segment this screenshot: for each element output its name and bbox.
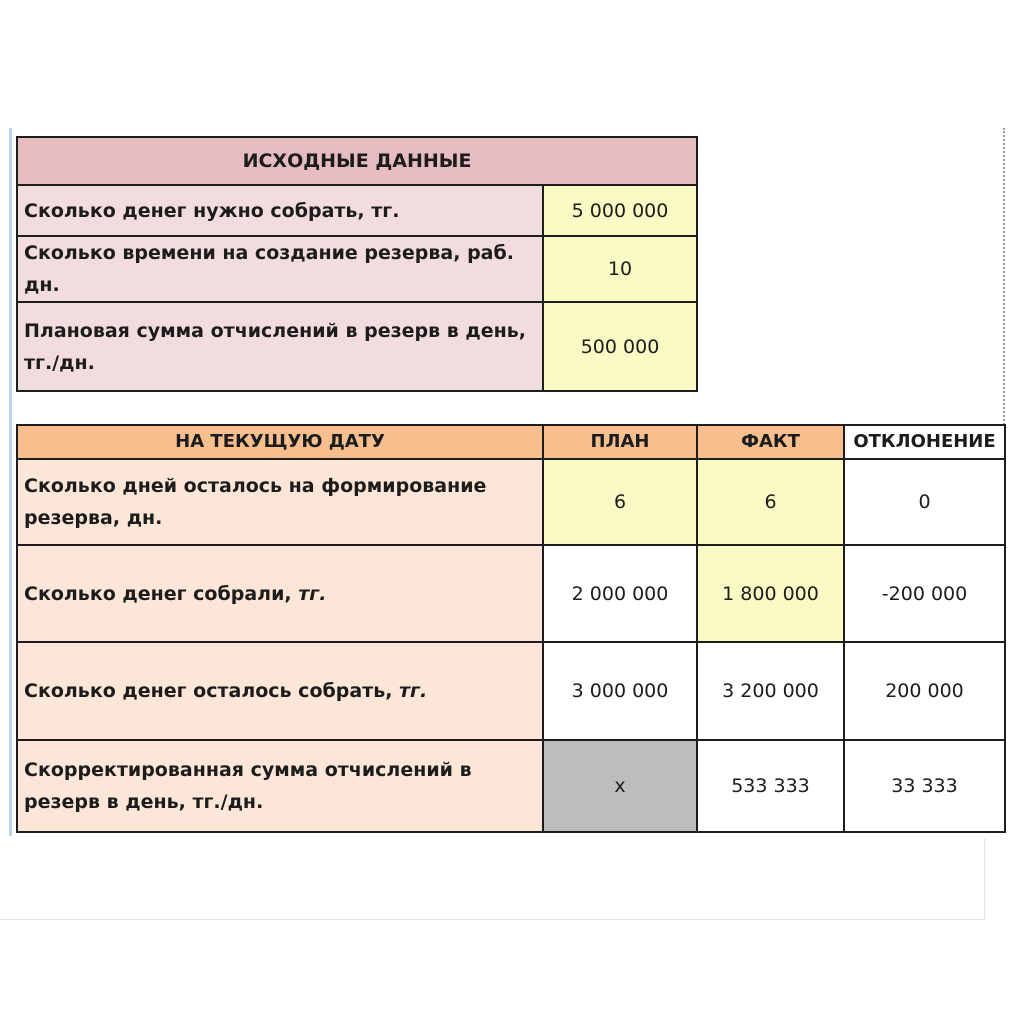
source-table-title: ИСХОДНЫЕ ДАННЫЕ [17,137,697,185]
row-value[interactable]: 10 [543,236,697,302]
row-label: Сколько денег нужно собрать, тг. [17,185,543,236]
row-label: Сколько времени на создание резерва, раб. дн. [17,236,543,302]
deviation-cell: 0 [844,459,1005,545]
table-row [17,642,1005,740]
header-plan: ПЛАН [543,425,697,459]
deviation-cell: -200 000 [844,545,1005,642]
plan-cell: 3 000 000 [543,642,697,740]
row-label-text: Сколько денег осталось собрать, [24,680,400,702]
row-label [17,740,543,832]
plan-cell: 2 000 000 [543,545,697,642]
header-fact: ФАКТ [697,425,844,459]
plan-cell-na: х [543,740,697,832]
table-row [17,740,1005,832]
source-header-row [17,137,697,185]
row-label: Плановая сумма отчислений в резерв в день, тг./дн. [17,302,543,391]
fact-cell: 533 333 [697,740,844,832]
table-row [17,236,697,302]
fact-cell: 3 200 000 [697,642,844,740]
fact-cell[interactable]: 1 800 000 [697,545,844,642]
right-frame-dotted-line [1003,128,1005,428]
current-date-table [16,424,1006,833]
deviation-cell: 33 333 [844,740,1005,832]
fact-cell[interactable]: 6 [697,459,844,545]
table-row [17,302,697,391]
row-value[interactable]: 5 000 000 [543,185,697,236]
row-value[interactable]: 500 000 [543,302,697,391]
bottom-right-frame-line [984,838,985,920]
plan-cell[interactable]: 6 [543,459,697,545]
bottom-frame-line [0,919,985,920]
table-row [17,545,1005,642]
deviation-cell: 200 000 [844,642,1005,740]
row-label-text: Сколько денег собрали, [24,582,299,605]
left-frame-line [9,128,12,836]
source-data-table [16,136,698,392]
row-label-text: Сколько дней осталось на формирование резерва, дн. [24,475,487,529]
row-label-text: Скорректированная сумма отчислений в резерв в день, тг./дн. [24,759,472,813]
current-header-row [17,425,1005,459]
table-row [17,459,1005,545]
row-label [17,459,543,545]
header-deviation: ОТКЛОНЕНИЕ [844,425,1005,459]
table-row [17,185,697,236]
row-label [17,545,543,642]
row-unit: тг. [298,582,327,605]
header-current-date: НА ТЕКУЩУЮ ДАТУ [17,425,543,459]
row-unit: тг. [399,680,428,702]
row-label [17,642,543,740]
